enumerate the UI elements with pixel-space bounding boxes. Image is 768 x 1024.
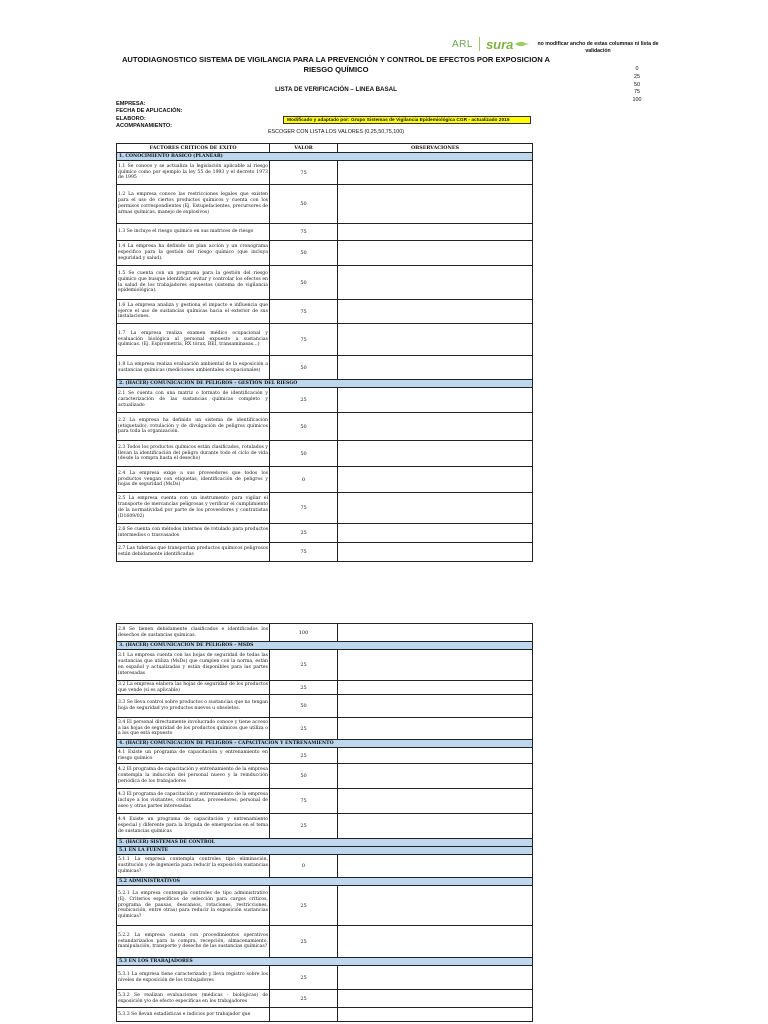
table-row: [117, 764, 533, 789]
value-cell[interactable]: 50: [270, 695, 338, 718]
section-header: [117, 839, 533, 847]
validation-note: no modificar ancho de estas columnas ni lista de validación: [537, 41, 659, 55]
logo-arl-text: ARL: [452, 38, 473, 50]
value-cell[interactable]: 25: [270, 681, 338, 695]
factor-text: 2.1 Se cuenta con una matriz o formato de identificación y caracterización de las sustancias químicas completo y actualizado: [117, 388, 270, 413]
table-row: [117, 966, 533, 990]
observation-cell[interactable]: [338, 990, 533, 1008]
value-cell[interactable]: 50: [270, 266, 338, 300]
section-title: 3. (HACER) COMUNICACION DE PELIGROS - MSDS: [117, 642, 533, 650]
table-row: [117, 855, 533, 878]
table-row: [117, 467, 533, 493]
table-row: [117, 543, 533, 562]
observation-cell[interactable]: [338, 695, 533, 718]
section-title: 5. (HACER) SISTEMAS DE CONTROL: [117, 839, 533, 847]
factor-text: 5.2.2 La empresa cuenta con procedimientos operativos estandarizados para la compra, recepción, almacenamiento, manipulación, transporte y desecho de las sustancias químicas?: [117, 926, 270, 958]
observation-cell[interactable]: [338, 681, 533, 695]
table-row: [117, 300, 533, 324]
observation-cell[interactable]: [338, 266, 533, 300]
factor-text: 1.7 La empresa realiza examen médico ocupacional y evaluación biológica al personal expuesto a sustancias químicas. (Ej. Espirometría, RX tórax, BEI, transaminasas…): [117, 324, 270, 356]
section-header: [117, 380, 533, 388]
table-row: [117, 814, 533, 839]
observation-cell[interactable]: [338, 356, 533, 380]
table-row: [117, 1008, 533, 1022]
factor-text: 4.1 Existe un programa de capacitación y entrenamiento en riesgo químico: [117, 748, 270, 764]
table-row: [117, 624, 533, 642]
observation-cell[interactable]: [338, 748, 533, 764]
observation-cell[interactable]: [338, 224, 533, 241]
table-row: [117, 241, 533, 266]
value-option: 0: [635, 66, 639, 72]
observation-cell[interactable]: [338, 441, 533, 467]
observation-cell[interactable]: [338, 185, 533, 224]
observation-cell[interactable]: [338, 241, 533, 266]
document-subtitle: LISTA DE VERIFICACIÓN – LINEA BASAL: [275, 86, 397, 93]
value-cell[interactable]: 25: [270, 718, 338, 740]
factor-text: 5.2.1 La empresa contempla controles de tipo administrativo (Ej. Criterios específicos de selección para cargos críticos, programa de pausas, descansos, rotaciones, restricciones, reubicación, entre otras) para reducir la exposición sustancias químicas?: [117, 886, 270, 926]
escoger-instructions: ESCOGER CON LISTA LOS VALORES (0,25,50,75,100): [267, 129, 405, 135]
factor-text: 3.3 Se lleva control sobre productos o sustancias que no tengan hoja de seguridad y/o productos nuevos u obsoletos.: [117, 695, 270, 718]
factor-text: 3.4 El personal directamente involucrado conoce y tiene acceso a las hojas de seguridad de los productos químicos que utiliza o a los que está expuesto: [117, 718, 270, 740]
section-title: 2. (HACER) COMUNICACIÓN DE PELIGROS – GESTIÓN DEL RIESGO: [117, 380, 533, 388]
value-cell[interactable]: 50: [270, 764, 338, 789]
subsection-title: 5.1 EN LA FUENTE: [117, 847, 533, 855]
value-cell[interactable]: 0: [270, 855, 338, 878]
value-cell[interactable]: 50: [270, 356, 338, 380]
header-factores: FACTORES CRITICOS DE EXITO: [117, 144, 270, 153]
factor-text: 2.2 La empresa ha definido un sistema de identificación (etiquetado), rotulación y de divulgación de peligros químicos para toda la organización.: [117, 413, 270, 441]
observation-cell[interactable]: [338, 388, 533, 413]
subsection-title: 5.2 ADMINISTRATIVOS: [117, 878, 533, 886]
section-header: [117, 153, 533, 161]
factor-text: 2.8 Se tienen debidamente clasificados e identificados los desechos de sustancias químicas.: [117, 624, 270, 642]
value-cell[interactable]: 25: [270, 886, 338, 926]
value-cell[interactable]: 50: [270, 413, 338, 441]
observation-cell[interactable]: [338, 886, 533, 926]
table-row: [117, 990, 533, 1008]
factor-text: 1.1 Se conoce y se actualiza la legislación aplicable al riesgo químico como por ejemplo la ley 55 de 1993 y el decreto 1973 de 1995: [117, 161, 270, 185]
observation-cell[interactable]: [338, 926, 533, 958]
table-row: [117, 413, 533, 441]
factor-text: 5.3.2 Se realizan evaluaciones (médicas - biológicas) de exposición y/o de efecto específicas en los trabajadores: [117, 990, 270, 1008]
factor-text: 2.4 La empresa exige a sus proveedores que todos los productos vengan con etiquetas, identificación de peligros y hojas de seguridad (MsDs): [117, 467, 270, 493]
subsection-header: [117, 958, 533, 966]
value-option: 75: [634, 89, 640, 96]
table-row: [117, 748, 533, 764]
section-header: [117, 740, 533, 748]
table-row: [117, 524, 533, 543]
factor-text: 4.3 El programa de capacitación y entrenamiento de la empresa incluye a los visitantes, contratistas, proveedores, personal de aseo y otras partes interesadas: [117, 789, 270, 814]
sura-arrow-icon: [515, 40, 529, 48]
factor-text: 4.4 Existe un programa de capacitación y entrenamiento especial y diferente para la brigada de emergencias en el tema de sustancias químicas: [117, 814, 270, 839]
logo-divider: [479, 37, 480, 51]
empresa-label: EMPRESA:: [116, 101, 146, 107]
factor-text: 5.1.1 La empresa contempla controles tipo eliminación, sustitución y de ingeniería para reducir la exposición sustancias químicas?: [117, 855, 270, 878]
section-header: [117, 642, 533, 650]
header-observaciones: OBSERVACIONES: [338, 144, 533, 153]
observation-cell[interactable]: [338, 966, 533, 990]
value-options-list: [612, 66, 662, 105]
observation-cell[interactable]: [338, 493, 533, 524]
observation-cell[interactable]: [338, 814, 533, 839]
value-cell[interactable]: 25: [270, 966, 338, 990]
factor-text: 2.6 Se cuenta con métodos internos de rotulado para productos intermedios o trasvasados: [117, 524, 270, 543]
value-cell[interactable]: 75: [270, 324, 338, 356]
observation-cell[interactable]: [338, 524, 533, 543]
logo-sura-text: sura: [485, 36, 514, 52]
table-row: [117, 926, 533, 958]
value-cell[interactable]: 25: [270, 926, 338, 958]
observation-cell[interactable]: [338, 543, 533, 562]
value-option: 25: [634, 73, 640, 80]
subsection-header: [117, 878, 533, 886]
observation-cell[interactable]: [338, 161, 533, 185]
table-row: [117, 161, 533, 185]
value-cell[interactable]: 75: [270, 300, 338, 324]
observation-cell[interactable]: [338, 467, 533, 493]
factor-text: 1.3 Se incluye el riesgo químico en sus matrices de riesgo: [117, 224, 270, 241]
checklist-table-page2: [116, 623, 533, 1022]
factor-text: 1.6 La empresa analiza y gestiona el impacto e influencia que ejerce el uso de sustancias químicas hacia el exterior de sus instalaciones.: [117, 300, 270, 324]
elaboro-label: ELABORO:: [116, 116, 146, 122]
factor-text: 2.5 La empresa cuenta con un instrumento para vigilar el transporte de mercancías peligrosas y verificar el cumplimiento de la normatividad por parte de los proveedores y contratistas (D1609/02): [117, 493, 270, 524]
observation-cell[interactable]: [338, 1008, 533, 1022]
factor-text: 1.4 La empresa ha definido un plan acción y un cronograma especifico para la gestión del riesgo químico (que incluya seguridad y salud).: [117, 241, 270, 266]
observation-cell[interactable]: [338, 855, 533, 878]
factor-text: 2.3 Todos los productos químicos están clasificados, rotulados y llevan la identificación del peligro durante todo el ciclo de vida (desde la compra hasta el desecho): [117, 441, 270, 467]
value-option: 100: [632, 97, 642, 104]
table-row: [117, 324, 533, 356]
factor-text: 3.1 La empresa cuenta con las hojas de seguridad de todas las sustancias que utiliza (MsDs) que cumplen con la norma, están en español y actualizadas y están disponibles para las partes interesadas: [117, 650, 270, 681]
header-valor: VALOR: [270, 144, 338, 153]
table-row: [117, 695, 533, 718]
value-cell[interactable]: 25: [270, 990, 338, 1008]
acompanamiento-label: ACOMPANAMIENTO:: [116, 123, 173, 129]
factor-text: 2.7 Las tuberías que transportan productos químicos peligrosos están debidamente identificadas: [117, 543, 270, 562]
value-cell[interactable]: 75: [270, 789, 338, 814]
value-cell[interactable]: 75: [270, 543, 338, 562]
modificado-note: Modificado y adaptado por: Grupo Sistemas de Vigilancia Epidemiológica CGR - actualizado 2015: [283, 116, 531, 124]
observation-cell[interactable]: [338, 413, 533, 441]
value-cell[interactable]: 25: [270, 814, 338, 839]
table-row: [117, 718, 533, 740]
value-cell[interactable]: 25: [270, 748, 338, 764]
value-cell[interactable]: 0: [270, 467, 338, 493]
table-row: [117, 356, 533, 380]
table-row: [117, 886, 533, 926]
factor-text: 3.2 La empresa elabora las hojas de seguridad de los productos que vende (si es aplicable): [118, 681, 268, 693]
value-cell[interactable]: 75: [270, 224, 338, 241]
table-row: [117, 493, 533, 524]
subsection-title: 5.3 EN LOS TRABAJADORES: [117, 958, 533, 966]
observation-cell[interactable]: [338, 624, 533, 642]
value-cell[interactable]: [270, 1008, 338, 1022]
observation-cell[interactable]: [338, 300, 533, 324]
value-cell[interactable]: 50: [270, 441, 338, 467]
factor-text: 1.5 Se cuenta con un programa para la gestión del riesgo químico que busque identificar, evitar y controlar los efectos en la salud de los trabajadores expuestos (sistema de vigilancia epidemiológica).: [117, 266, 270, 300]
factor-text: 5.3.1 La empresa tiene caracterizado y lleva registro sobre los niveles de exposición de los trabajadores: [117, 966, 270, 990]
value-option: 50: [634, 81, 640, 88]
table-row: [117, 266, 533, 300]
table-row: [117, 224, 533, 241]
observation-cell[interactable]: [338, 650, 533, 681]
document-title: AUTODIAGNOSTICO SISTEMA DE VIGILANCIA PARA LA PREVENCIÓN Y CONTROL DE EFECTOS POR EXPOSICION A RIESGO QUÍMICO: [121, 55, 551, 74]
table-row: [117, 388, 533, 413]
observation-cell[interactable]: [338, 789, 533, 814]
table-row: [117, 441, 533, 467]
value-cell[interactable]: 75: [270, 493, 338, 524]
checklist-table-page1: [116, 143, 533, 562]
value-cell[interactable]: 50: [270, 185, 338, 224]
value-cell[interactable]: 50: [270, 241, 338, 266]
table-row: [117, 650, 533, 681]
value-cell[interactable]: 25: [270, 524, 338, 543]
subsection-header: [117, 847, 533, 855]
factor-text: 5.3.3 Se llevan estadísticas e indicios por trabajador que: [117, 1008, 270, 1022]
factor-text: 1.8 La empresa realiza evaluación ambiental de la exposición a sustancias químicas (mediciones ambientales ocupacionales): [117, 356, 270, 380]
observation-cell[interactable]: [338, 764, 533, 789]
table-row: [117, 789, 533, 814]
value-cell[interactable]: 25: [270, 650, 338, 681]
value-cell[interactable]: 75: [270, 161, 338, 185]
observation-cell[interactable]: [338, 718, 533, 740]
observation-cell[interactable]: [338, 324, 533, 356]
factor-text: 1.2 La empresa conoce las restricciones legales que existen para el uso de ciertos productos químicos y cuenta con los permisos correspondientes (Ej. Estupefacientes, precursores de armas químicas, manejo de explosivos): [117, 185, 270, 224]
fecha-label: FECHA DE APLICACIÓN:: [116, 108, 183, 114]
section-title: 1. CONOCIMIENTO BASICO (PLANEAR): [117, 153, 533, 161]
value-cell[interactable]: 100: [270, 624, 338, 642]
section-title: 4. (HACER) COMUNICACION DE PELIGROS – CAPACITACION Y ENTRENAMIENTO: [117, 740, 533, 748]
value-cell[interactable]: 25: [270, 388, 338, 413]
table-row: [117, 185, 533, 224]
factor-text: 4.2 El programa de capacitación y entrenamiento de la empresa contempla la inducción del personal nuevo y la reinducción periódica de los trabajadores: [117, 764, 270, 789]
table-row: [117, 681, 533, 695]
sura-logo: [452, 35, 529, 53]
